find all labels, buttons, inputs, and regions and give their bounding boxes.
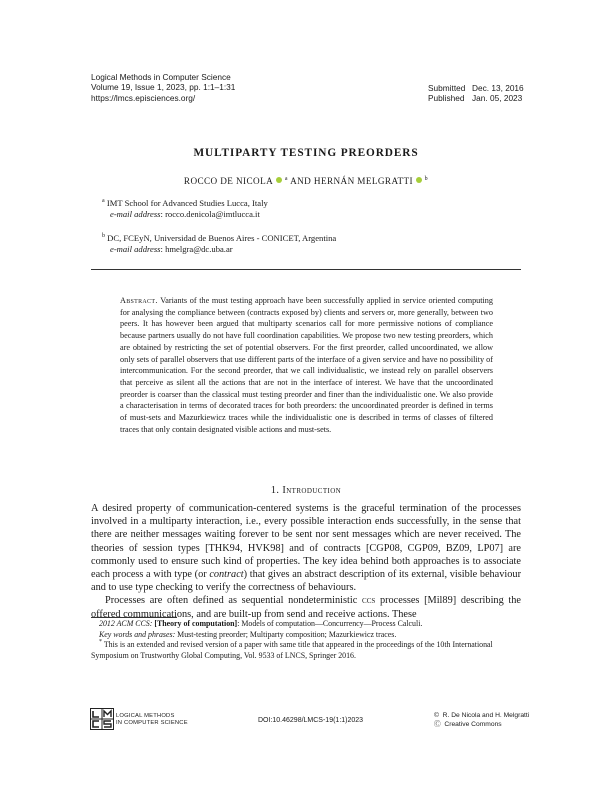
email-label: e-mail address [110,209,161,219]
paragraph-text: processes [Mil89] describing the offered communications, and are built-up from send and receive actions. These [91,595,522,620]
abstract-label: Abstract. [120,296,158,305]
journal-url[interactable]: https://lmcs.episciences.org/ [91,92,196,103]
footnote-acm [91,619,521,630]
affiliation-b [102,233,336,255]
paper-title: MULTIPARTY TESTING PREORDERS [193,147,419,159]
footnote-divider [91,617,177,618]
lmcs-logo-text [116,713,188,726]
email-label: e-mail address [110,244,161,254]
section-title: Introduction [282,485,342,496]
author-1-mark: a [284,176,288,182]
paragraph-text: Processes are often defined as sequential nondeterministic [105,595,363,607]
copyright-icon: © [434,712,439,719]
keywords-text: Must-testing preorder; Multiparty composition; Mazurkiewicz traces. [175,629,397,639]
author-1: ROCCO DE NICOLA [183,176,274,186]
footnotes [91,619,521,661]
journal-header [91,72,235,103]
paragraph-1 [91,502,521,594]
section-number: 1. [270,485,280,496]
published-date: Jan. 05, 2023 [472,93,523,104]
affiliation-a [102,198,268,220]
author-line [0,176,612,186]
keywords-label: Key words and phrases: [99,629,176,639]
paragraph-text: A desired property of communication-centered systems is the graceful termination of the processes involved in a multiparty interaction, i.e., every possible interaction ends successfully, in the sense that there are neither messages waiting forever to be sent nor sent messages which are never received. The theories of session types [THK94, HVK98] and of contracts [CGP08, CGP09, BZ09, LP07] are commonly used to ensure such kind of properties. The key idea behind both approaches is to associate each process a with type (or [91,503,521,581]
submitted-date: Dec. 13, 2016 [472,83,524,93]
copyright-block [434,712,529,729]
author-2-mark: b [424,176,429,182]
journal-volume: Volume 19, Issue 1, 2023, pp. 1:1–1:31 [91,82,236,93]
footnote-keywords [91,630,521,641]
acm-text: : Models of computation—Concurrency—Process Calculi. [237,619,423,628]
affiliation-institution: IMT School for Advanced Studies Lucca, Italy [106,198,268,208]
orcid-icon[interactable] [416,177,422,183]
license-text[interactable]: Creative Commons [444,720,502,728]
submission-dates [428,83,524,104]
emphasis: contract [209,569,244,581]
header-divider [91,269,521,270]
author-2: HERNÁN MELGRATTI [313,176,413,186]
submitted-label: Submitted [428,83,466,93]
acm-label: 2012 ACM CCS: [99,619,153,628]
published-label: Published [428,93,465,104]
doi[interactable]: DOI:10.46298/LMCS-19(1:1)2023 [258,717,364,724]
logo-line-1: LOGICAL METHODS [116,713,175,719]
paragraph-text: ) that gives an abstract description of its external, visible behaviour and to use type checking to verify the correctness of behaviours. [91,569,521,594]
logo-line-2: IN COMPUTER SCIENCE [116,719,188,726]
creative-commons-icon: Ⓒ [434,720,441,728]
affiliation-mark: a [102,198,105,204]
footnote-mark: * [99,639,102,646]
email-address[interactable]: : hmelgra@dc.uba.ar [160,244,233,254]
email-address[interactable]: : rocco.denicola@imtlucca.it [160,209,260,219]
footnote-note [91,640,521,661]
acm-category: [Theory of computation] [154,619,238,628]
affiliation-institution: DC, FCEyN, Universidad de Buenos Aires - CONICET, Argentina [107,233,337,243]
abstract [120,295,493,435]
body-text [91,502,521,621]
orcid-icon[interactable] [276,177,282,183]
journal-name: Logical Methods in Computer Science [91,72,231,82]
small-caps-term: ccs [362,595,376,607]
abstract-text: Variants of the must testing approach have been successfully applied in service oriented computing for analysing the compliance between (contracts exposed by) clients and servers or, more generally, between two peers. It has however been argued that multiparty scenarios call for more permissive notions of compliance because partners usually do not have full coordination capabilities. We propose two new testing preorders, which are obtained by restricting the set of potential observers. For the first preorder, called uncoordinated, we allow only sets of parallel observers that use different parts of the interface of a given service and have no possibility of intercommunication. For the second preorder, that we call individualistic, we instead rely on parallel observers that perceive as silent all the actions that are not in the interface of interest. We have that the uncoordinated preorder is coarser than the classical must testing preorder and finer than the individualistic one. We also provide a characterisation in terms of decorated traces for both preorders: the uncoordinated preorder is defined in terms of must-sets and Mazurkiewicz traces while the individualistic one is described in terms of classes of filtered traces that only contain designated visible actions and must-sets. [120,296,493,434]
lmcs-logo-icon [90,708,114,735]
affiliation-mark: b [102,233,105,239]
copyright-holders: R. De Nicola and H. Melgratti [442,712,530,719]
author-conjunction: AND [290,176,312,186]
footnote-text: This is an extended and revised version of a paper with same title that appeared in the proceedings of the 10th International Symposium on Trustworthy Global Computing, Vol. 9533 of LNCS, Springer 2016. [91,640,493,660]
section-heading [0,485,612,496]
